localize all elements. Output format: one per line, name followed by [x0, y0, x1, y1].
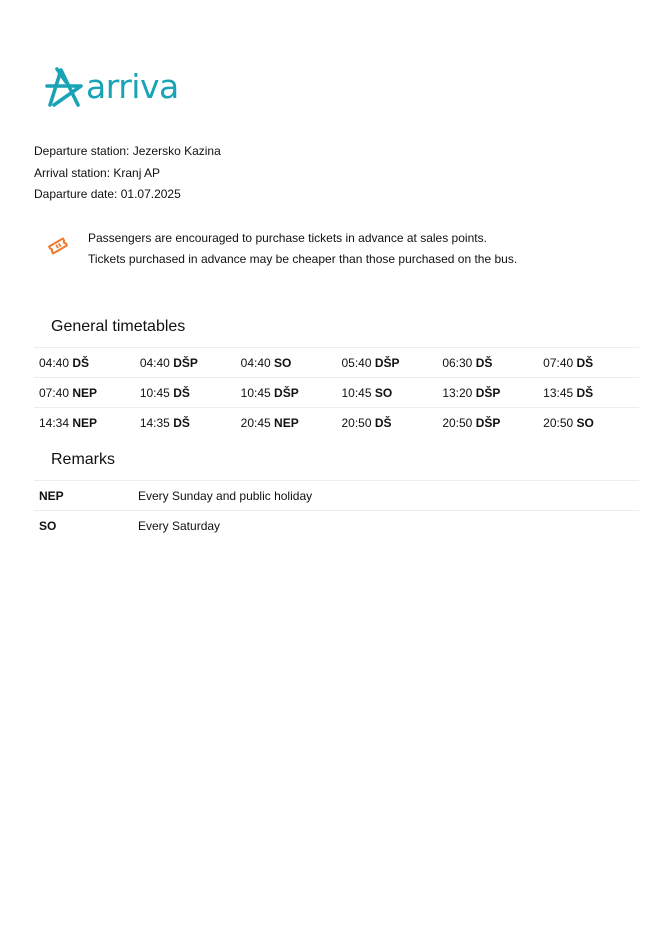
departure-cell	[437, 416, 538, 430]
notice-line-2: Tickets purchased in advance may be cheaper than those purchased on the bus.	[88, 252, 518, 266]
departure-time: 14:34	[39, 415, 70, 430]
departure-cell	[135, 416, 236, 430]
ticket-icon	[47, 235, 69, 257]
timetable-row	[34, 407, 639, 437]
departure-time: 13:45	[543, 385, 574, 400]
departure-cell	[34, 356, 135, 370]
remarks-title: Remarks	[51, 451, 116, 468]
remarks-list	[34, 480, 639, 540]
departure-cell	[437, 386, 538, 400]
regime-code: NEP	[72, 415, 98, 430]
departure-cell	[437, 356, 538, 370]
timetable-row	[34, 377, 639, 407]
remark-code: SO	[39, 518, 57, 533]
notice-line-1: Passengers are encouraged to purchase tickets in advance at sales points.	[88, 231, 487, 245]
remark-row	[34, 510, 639, 540]
departure-time: 05:40	[341, 355, 372, 370]
remark-code: NEP	[39, 488, 64, 503]
regime-code: DŠ	[576, 355, 594, 370]
departure-time: 07:40	[39, 385, 70, 400]
timetable-row	[34, 347, 639, 377]
departure-cell	[135, 356, 236, 370]
departure-time: 10:45	[341, 385, 372, 400]
timetable-grid	[34, 347, 639, 437]
departure-cell	[34, 386, 135, 400]
departure-time: 04:40	[240, 355, 271, 370]
departure-cell	[236, 386, 337, 400]
regime-code: DŠP	[374, 355, 400, 370]
departure-cell	[538, 356, 639, 370]
departure-time: 20:45	[240, 415, 271, 430]
ticket-notice	[47, 228, 517, 270]
remark-row	[34, 480, 639, 510]
regime-code: DŠP	[475, 415, 501, 430]
departure-cell	[538, 386, 639, 400]
remark-text: Every Sunday and public holiday	[138, 488, 313, 503]
brand-name: arriva	[86, 66, 179, 106]
departure-time: 04:40	[139, 355, 170, 370]
departure-cell	[538, 416, 639, 430]
regime-code: DŠ	[173, 415, 190, 430]
departure-time: 20:50	[341, 415, 372, 430]
departure-cell	[34, 416, 135, 430]
regime-code: SO	[576, 415, 594, 430]
regime-code: DŠ	[72, 355, 90, 370]
departure-station: Departure station: Jezersko Kazina	[34, 144, 221, 158]
departure-cell	[336, 416, 437, 430]
regime-code: DŠ	[475, 355, 493, 370]
departure-time: 20:50	[442, 415, 473, 430]
regime-code: NEP	[274, 415, 299, 430]
regime-code: DŠ	[576, 385, 594, 400]
arriva-star-icon	[45, 66, 83, 108]
arrival-station: Arrival station: Kranj AP	[34, 165, 161, 180]
departure-time: 06:30	[442, 355, 473, 370]
regime-code: DŠP	[475, 385, 501, 400]
departure-time: 13:20	[442, 385, 473, 400]
departure-time: 14:35	[139, 415, 170, 430]
departure-cell	[236, 356, 337, 370]
regime-code: DŠP	[173, 355, 198, 370]
departure-time: 20:50	[543, 415, 574, 430]
regime-code: SO	[274, 355, 292, 370]
regime-code: DŠP	[274, 385, 299, 400]
departure-cell	[336, 386, 437, 400]
departure-time: 04:40	[39, 355, 70, 370]
departure-date: Daparture date: 01.07.2025	[34, 187, 181, 201]
departure-time: 10:45	[240, 385, 271, 400]
departure-cell	[236, 416, 337, 430]
regime-code: DŠ	[173, 385, 190, 400]
regime-code: NEP	[72, 385, 98, 400]
departure-cell	[336, 356, 437, 370]
departure-time: 10:45	[139, 385, 170, 400]
trip-info	[34, 141, 221, 206]
arriva-logo	[45, 66, 179, 108]
departure-cell	[135, 386, 236, 400]
regime-code: SO	[374, 385, 393, 400]
departure-time: 07:40	[543, 355, 574, 370]
timetable-title: General timetables	[51, 318, 186, 335]
regime-code: DŠ	[374, 415, 392, 430]
remark-text: Every Saturday	[138, 518, 221, 533]
